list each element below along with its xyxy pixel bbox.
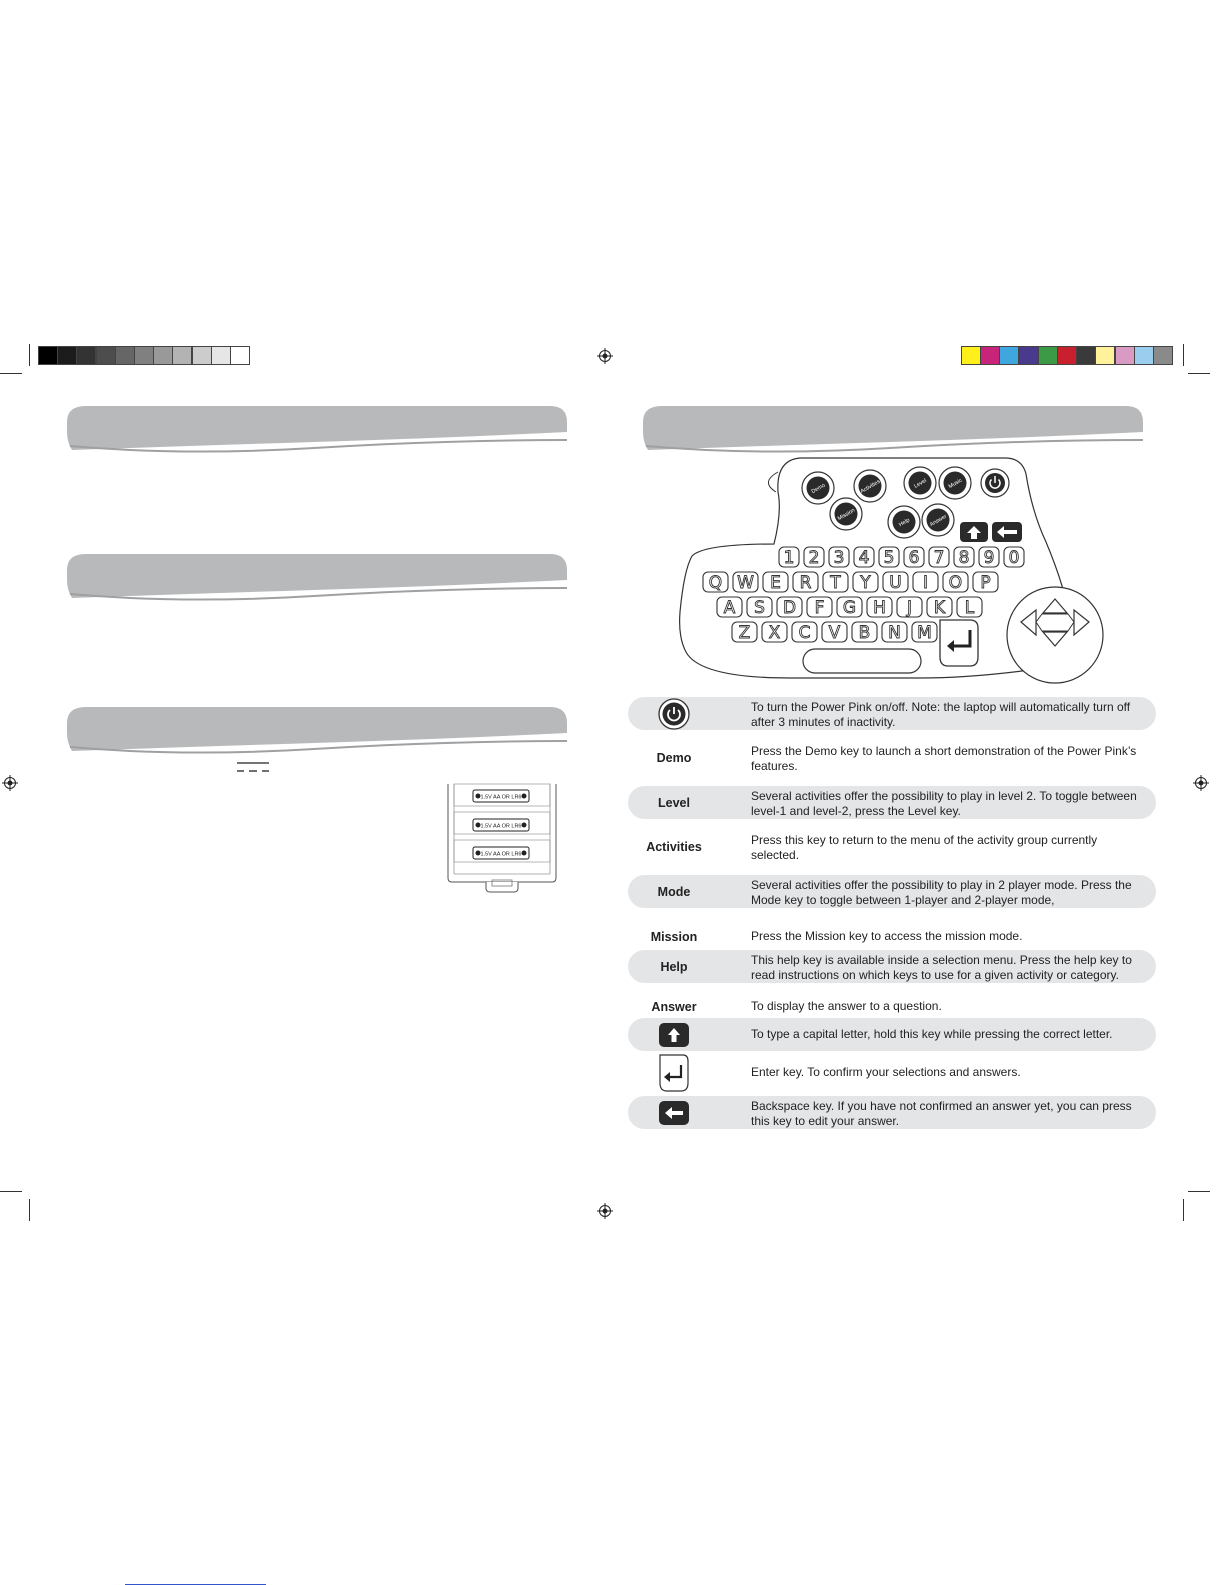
section-header-banner (64, 550, 570, 606)
backspace-key (992, 522, 1022, 542)
key-name: Demo (656, 750, 692, 765)
key-description: Press the Demo key to launch a short demonstration of the Power Pink’s features. (751, 744, 1137, 773)
function-key-label: Level (913, 477, 928, 490)
crop-mark (29, 344, 30, 366)
keyboard-key-label: N (888, 623, 901, 643)
crop-mark (1183, 344, 1184, 366)
backspace-arrow-icon (628, 1096, 720, 1129)
shift-key (960, 522, 988, 542)
key-name: Help (660, 959, 688, 974)
color-swatch (96, 346, 116, 365)
registration-mark-icon (2, 775, 18, 791)
color-swatch (38, 346, 58, 365)
key-description: To type a capital letter, hold this key while pressing the correct letter. (751, 1027, 1113, 1041)
key-row (628, 830, 1156, 863)
keyboard-key-label: A (723, 598, 736, 618)
function-key (922, 504, 954, 536)
key-row (628, 950, 1156, 983)
keyboard-key-label: Z (738, 623, 751, 643)
color-swatch (57, 346, 77, 365)
function-key-label: Demo (810, 482, 827, 496)
color-swatch (1019, 346, 1039, 365)
keyboard-key-label: F (814, 598, 825, 618)
keyboard-key (733, 572, 758, 593)
keyboard-key-label: B (858, 623, 871, 643)
key-description: To display the answer to a question. (751, 999, 942, 1013)
keyboard-key (1004, 547, 1024, 568)
enter-key-icon (628, 1056, 720, 1089)
keyboard-key-label: I (922, 573, 929, 593)
keyboard-key-label: 4 (858, 548, 870, 568)
crop-mark (0, 373, 22, 374)
key-description: This help key is available inside a selection menu. Press the help key to read instructions on which keys to use for a given activity or category. (751, 953, 1132, 982)
keyboard-key (979, 547, 999, 568)
keyboard-key-label: U (889, 573, 902, 593)
key-name: Activities (646, 839, 702, 854)
key-row (628, 741, 1156, 774)
keyboard-key-label: 2 (808, 548, 820, 568)
shift-arrow-icon (628, 1018, 720, 1051)
keyboard-key (867, 597, 892, 618)
function-key-label: Answer (929, 513, 948, 529)
key-description: Several activities offer the possibility to play in level 2. To toggle between level-1 and level-2, press the Level key. (751, 789, 1137, 818)
keyboard-key (807, 597, 832, 618)
registration-mark-icon (597, 348, 613, 364)
registration-mark-icon (597, 1203, 613, 1219)
keyboard-key (823, 572, 848, 593)
keyboard-key (912, 622, 937, 643)
crop-mark (0, 1191, 22, 1192)
key-description: Enter key. To confirm your selections and answers. (751, 1065, 1021, 1079)
keyboard-key (904, 547, 924, 568)
keyboard-key (913, 572, 938, 593)
keyboard-key (879, 547, 899, 568)
keyboard-key (883, 572, 908, 593)
keyboard-key (793, 572, 818, 593)
key-name: Level (658, 795, 690, 810)
function-key (904, 467, 936, 499)
function-key-label: Help (898, 517, 911, 529)
key-row (628, 1056, 1156, 1089)
keyboard-key-label: 1 (783, 548, 795, 568)
keyboard-key (762, 622, 787, 643)
keyboard-key-label: 0 (1008, 548, 1020, 568)
dc-symbol-icon (236, 761, 270, 773)
key-description: Several activities offer the possibility to play in 2 player mode. Press the Mode key to toggle between 1-player and 2-player mode, (751, 878, 1132, 907)
keyboard-key (747, 597, 772, 618)
key-row (628, 875, 1156, 908)
section-header-banner (64, 402, 570, 458)
key-row (628, 786, 1156, 819)
keyboard-key-label: T (830, 573, 841, 593)
crop-mark (1188, 373, 1210, 374)
crop-mark (1188, 1191, 1210, 1192)
keyboard-key-label: X (768, 623, 781, 643)
keyboard-key (804, 547, 824, 568)
section-header-banner (640, 402, 1146, 458)
key-row (628, 1018, 1156, 1051)
keyboard-key (957, 597, 982, 618)
keyboard-key (882, 622, 907, 643)
key-name: Mode (657, 884, 691, 899)
power-key (981, 469, 1009, 497)
key-description: Press the Mission key to access the mission mode. (751, 929, 1023, 943)
keyboard-key (973, 572, 998, 593)
battery-label: 1.5V AA OR LR6 (480, 851, 522, 858)
function-key (939, 467, 971, 499)
key-name: Mission (650, 929, 698, 944)
color-swatch (172, 346, 192, 365)
keyboard-illustration (670, 452, 1110, 692)
keyboard-key-label: 6 (908, 548, 920, 568)
function-key (802, 472, 834, 504)
keyboard-key (943, 572, 968, 593)
color-swatch (1057, 346, 1077, 365)
color-swatch (211, 346, 231, 365)
keyboard-key-label: E (770, 573, 781, 593)
color-swatch (1038, 346, 1058, 365)
keyboard-key (732, 622, 757, 643)
keyboard-key-label: W (737, 573, 754, 593)
power-icon (628, 697, 720, 730)
keyboard-key-label: K (933, 598, 946, 618)
keyboard-key-label: P (980, 573, 991, 593)
battery-label: 1.5V AA OR LR6 (480, 823, 522, 830)
function-key-label: Activities (859, 478, 882, 495)
section-header-banner (64, 703, 570, 759)
registration-mark-icon (1193, 775, 1209, 791)
function-key (830, 498, 862, 530)
keyboard-key-label: 9 (983, 548, 995, 568)
keyboard-key (829, 547, 849, 568)
color-swatch (1134, 346, 1154, 365)
keyboard-key (763, 572, 788, 593)
keyboard-key (777, 597, 802, 618)
color-swatch (192, 346, 212, 365)
key-row (628, 1096, 1156, 1129)
keyboard-key-label: J (906, 598, 913, 618)
keyboard-key (853, 572, 878, 593)
keyboard-key (927, 597, 952, 618)
keyboard-key (822, 622, 847, 643)
color-swatch (1115, 346, 1135, 365)
key-description: To turn the Power Pink on/off. Note: the laptop will automatically turn off after 3 minutes of inactivity. (751, 700, 1131, 729)
keyboard-key-label: 3 (833, 548, 845, 568)
keyboard-key-label: Y (860, 573, 871, 593)
function-key-label: Music (947, 477, 964, 491)
color-swatch (1076, 346, 1096, 365)
keyboard-key (854, 547, 874, 568)
keyboard-key-label: D (782, 598, 797, 618)
keyboard-key-label: O (948, 573, 963, 593)
color-swatch (115, 346, 135, 365)
keyboard-key-label: 5 (883, 548, 895, 568)
keyboard-key (779, 547, 799, 568)
keyboard-key (837, 597, 862, 618)
keyboard-key-label: 8 (958, 548, 970, 568)
keyboard-key (954, 547, 974, 568)
color-swatch (961, 346, 981, 365)
keyboard-key-label: S (754, 598, 765, 618)
color-swatch (230, 346, 250, 365)
keyboard-key-label: V (828, 623, 841, 643)
function-key (854, 470, 886, 502)
color-swatch (999, 346, 1019, 365)
color-swatch (134, 346, 154, 365)
key-description: Backspace key. If you have not confirmed an answer yet, you can press this key to edit your answer. (751, 1099, 1132, 1128)
keyboard-key (717, 597, 742, 618)
keyboard-key (897, 597, 922, 618)
keyboard-key-label: M (917, 623, 932, 643)
crop-mark (29, 1199, 30, 1221)
keyboard-key-label: Q (708, 573, 723, 593)
color-swatch (1095, 346, 1115, 365)
keyboard-key-label: R (799, 573, 812, 593)
keyboard-key-label: C (798, 623, 811, 643)
keyboard-key (852, 622, 877, 643)
battery-label: 1.5V AA OR LR6 (480, 794, 522, 801)
key-row (628, 920, 1156, 953)
keyboard-key-label: G (842, 598, 857, 618)
keyboard-key (703, 572, 728, 593)
color-swatch (76, 346, 96, 365)
key-row (628, 697, 1156, 730)
key-description: Press this key to return to the menu of the activity group currently selected. (751, 833, 1098, 862)
function-key (888, 506, 920, 538)
battery-compartment-illustration (444, 782, 560, 894)
crop-mark (1183, 1199, 1184, 1221)
keyboard-key-label: H (873, 598, 886, 618)
key-name: Answer (651, 999, 697, 1014)
function-key-label: Mission (836, 507, 857, 523)
color-swatch (153, 346, 173, 365)
keyboard-key (929, 547, 949, 568)
color-swatch (980, 346, 1000, 365)
keyboard-key (792, 622, 817, 643)
color-swatch (1153, 346, 1173, 365)
keyboard-key-label: L (964, 598, 975, 618)
keyboard-key-label: 7 (933, 548, 945, 568)
